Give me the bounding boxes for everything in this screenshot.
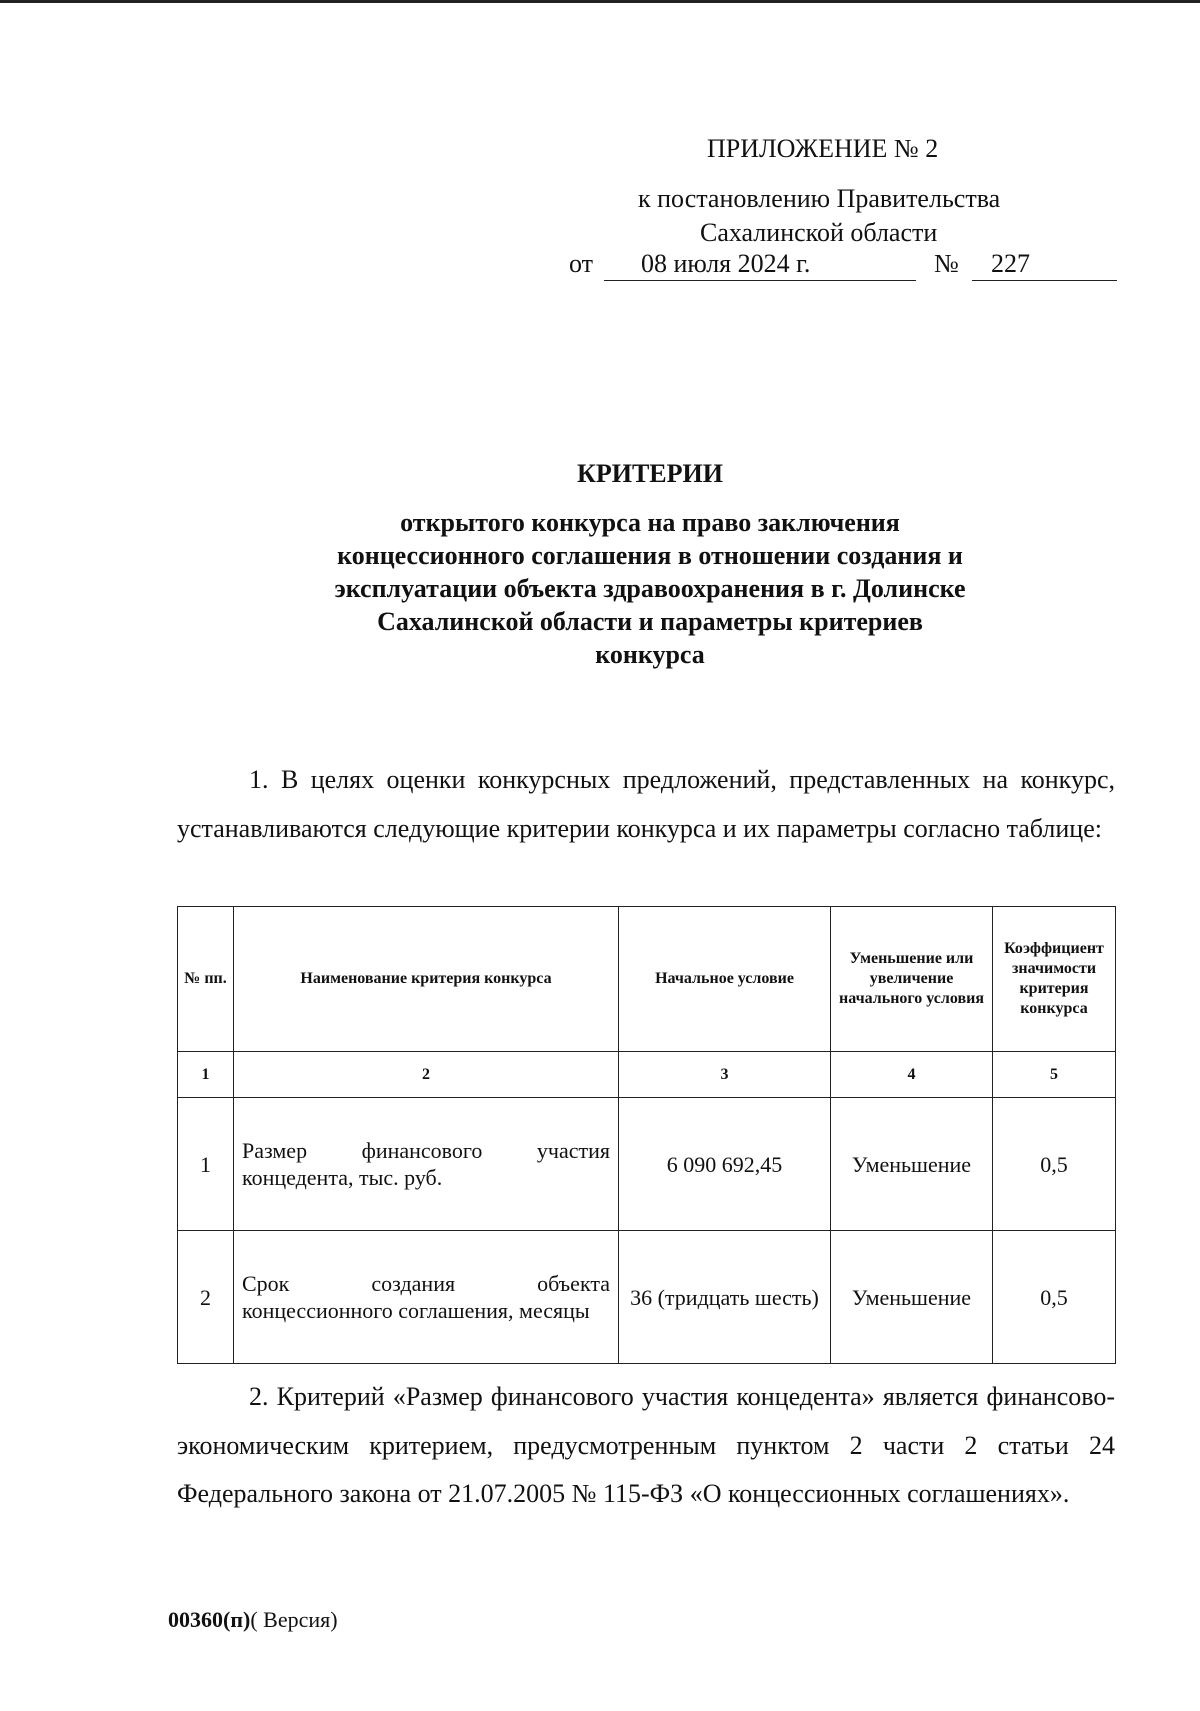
row-number: 2 xyxy=(178,1231,234,1364)
document-footer xyxy=(168,1607,338,1633)
document-code: 00360(п) xyxy=(168,1607,251,1632)
initial-condition: 36 (тридцать шесть) xyxy=(619,1231,831,1364)
annex-line-2: Сахалинской области xyxy=(700,218,938,247)
paragraph-2: 2. Критерий «Размер финансового участия концедента» является финансово-экономическим критерием, предусмотренным пунктом 2 части 2 статьи 24 Федерального закона от 21.07.2005 № 115-ФЗ «О концессионных соглашениях». xyxy=(177,1382,1115,1508)
criterion-name: Размер финансового участия концедента, тыс. руб. xyxy=(234,1098,619,1231)
subtitle-line: эксплуатации объекта здравоохранения в г. Долинске xyxy=(334,574,966,603)
criteria-table xyxy=(177,906,1116,1364)
initial-condition: 6 090 692,45 xyxy=(619,1098,831,1231)
header-number: № пп. xyxy=(178,907,234,1052)
resolution-number: 227 xyxy=(991,249,1030,278)
annex-title: ПРИЛОЖЕНИЕ № 2 xyxy=(707,134,939,163)
direction: Уменьшение xyxy=(831,1098,993,1231)
header-criterion-name: Наименование критерия конкурса xyxy=(234,907,619,1052)
top-border-line xyxy=(0,0,1200,3)
row-number: 1 xyxy=(178,1098,234,1231)
coefficient: 0,5 xyxy=(993,1098,1116,1231)
number-label: № xyxy=(934,249,959,278)
from-label: от xyxy=(569,249,594,278)
annex-line-1: к постановлению Правительства xyxy=(638,184,1001,213)
subtitle-line: открытого конкурса на право заключения xyxy=(400,508,900,537)
header-coefficient: Коэффициент значимости критерия конкурса xyxy=(993,907,1116,1052)
column-number: 4 xyxy=(831,1052,993,1098)
column-number: 2 xyxy=(234,1052,619,1098)
header-initial-condition: Начальное условие xyxy=(619,907,831,1052)
column-numbers-row xyxy=(178,1052,1116,1098)
table-row xyxy=(178,1231,1116,1364)
column-number: 1 xyxy=(178,1052,234,1098)
coefficient: 0,5 xyxy=(993,1231,1116,1364)
resolution-reference xyxy=(569,249,1119,283)
subtitle-line: концессионного соглашения в отношении создания и xyxy=(337,541,963,570)
document-subtitle xyxy=(260,506,1040,671)
document-version: ( Версия) xyxy=(250,1607,338,1632)
paragraph-1: 1. В целях оценки конкурсных предложений, представленных на конкурс, устанавливаются следующие критерии конкурса и их параметры согласно таблице: xyxy=(177,765,1115,843)
header-direction: Уменьшение или увеличение начального условия xyxy=(831,907,993,1052)
table-header-row xyxy=(178,907,1116,1052)
resolution-date: 08 июля 2024 г. xyxy=(641,249,811,278)
criterion-name: Срок создания объекта концессионного соглашения, месяцы xyxy=(234,1231,619,1364)
subtitle-line: Сахалинской области и параметры критериев xyxy=(377,607,923,636)
column-number: 3 xyxy=(619,1052,831,1098)
table-row xyxy=(178,1098,1116,1231)
subtitle-line: конкурса xyxy=(595,640,705,669)
document-title: КРИТЕРИИ xyxy=(577,459,723,488)
column-number: 5 xyxy=(993,1052,1116,1098)
direction: Уменьшение xyxy=(831,1231,993,1364)
